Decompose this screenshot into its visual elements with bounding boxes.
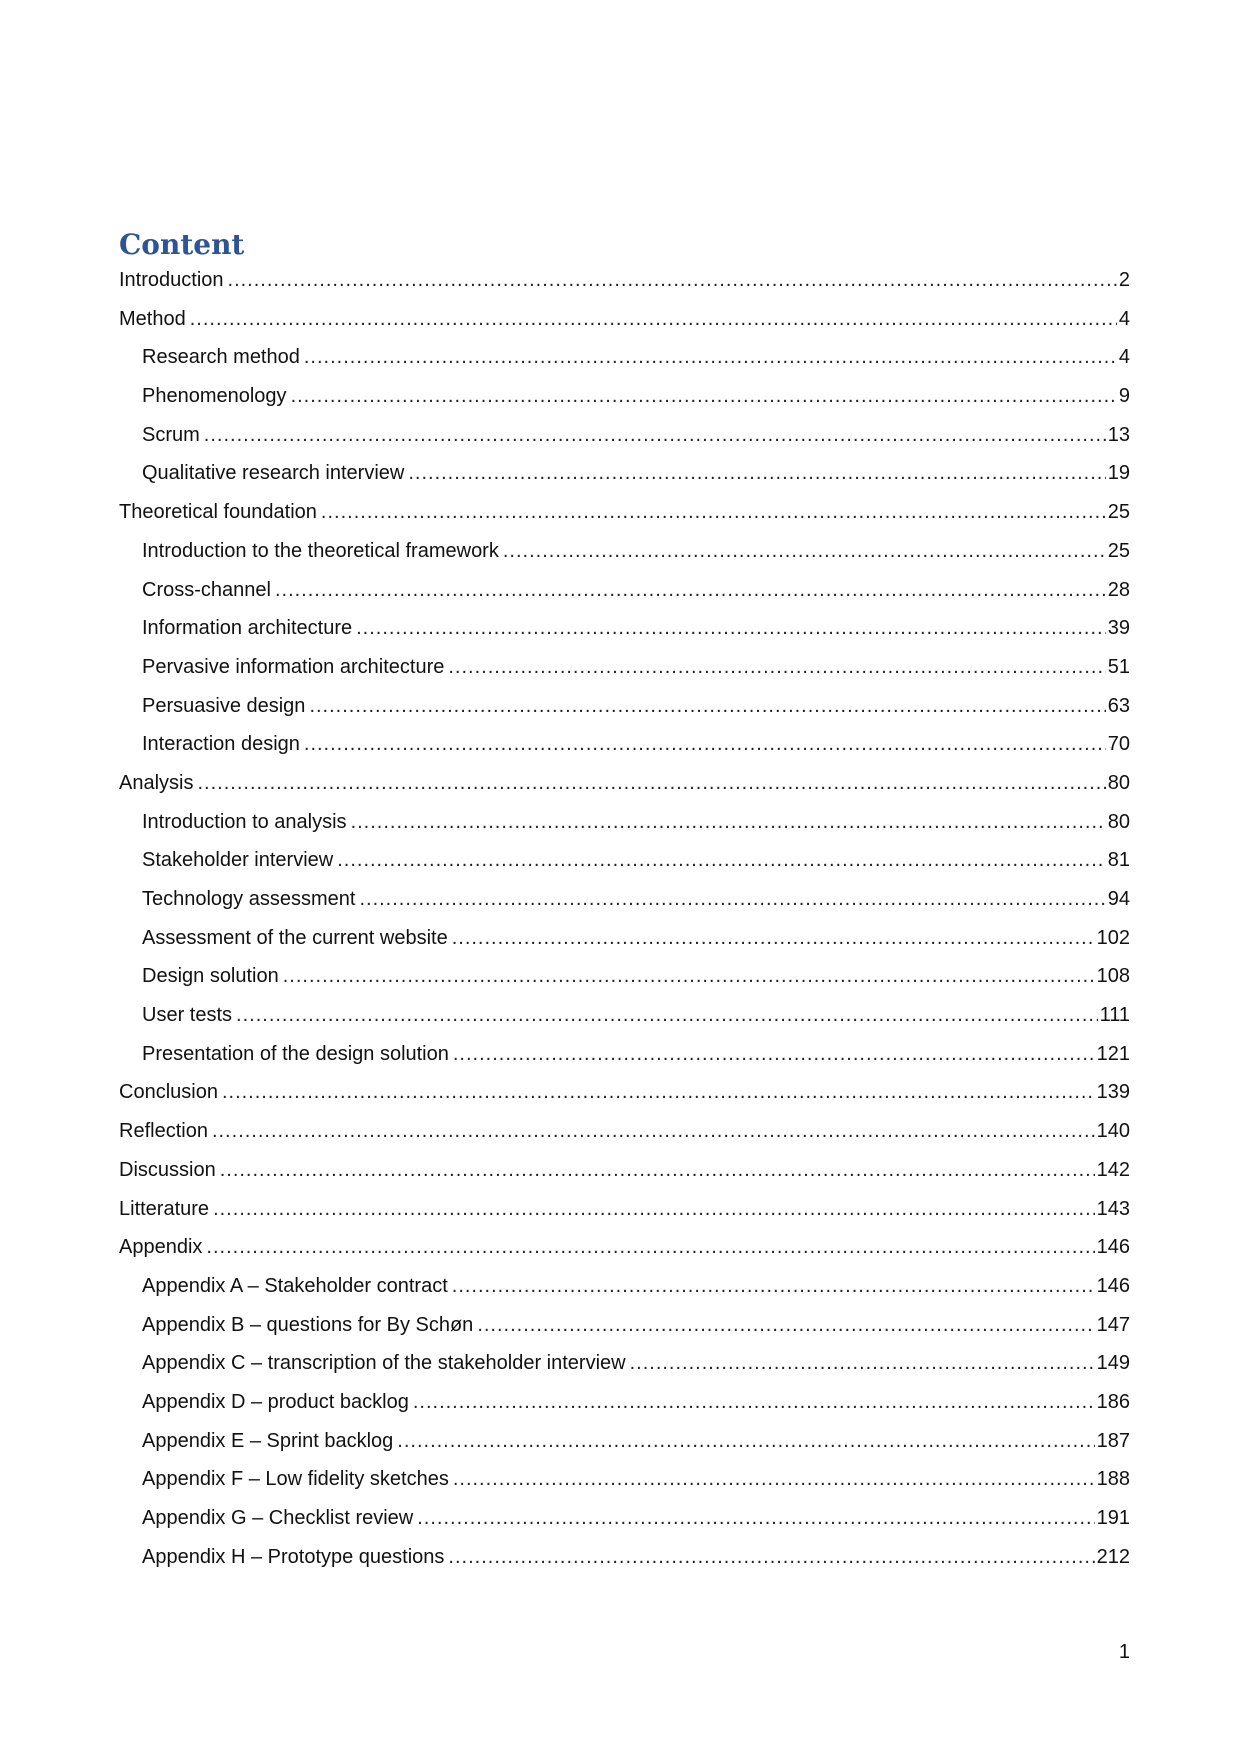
toc-entry-page-number: 187 <box>1096 1429 1130 1452</box>
toc-dot-leader <box>283 957 1095 996</box>
toc-entry[interactable] <box>119 687 1130 726</box>
toc-dot-leader <box>413 1383 1095 1422</box>
toc-entry[interactable] <box>119 1460 1130 1499</box>
page-number: 1 <box>1118 1641 1130 1663</box>
toc-entry[interactable] <box>119 532 1130 571</box>
toc-entry[interactable] <box>119 454 1130 493</box>
toc-entry-title: Presentation of the design solution <box>142 1042 449 1065</box>
toc-entry-page-number: 108 <box>1096 965 1130 988</box>
toc-entry-page-number: 146 <box>1096 1274 1130 1297</box>
toc-entry-title: Stakeholder interview <box>142 849 334 872</box>
toc-entry-title: Appendix G – Checklist review <box>142 1507 414 1529</box>
toc-entry-title: Theoretical foundation <box>119 501 317 524</box>
toc-entry[interactable] <box>119 1112 1130 1151</box>
toc-dot-leader <box>236 996 1098 1035</box>
toc-entry-page-number: 146 <box>1096 1236 1130 1259</box>
toc-entry[interactable] <box>119 764 1130 803</box>
toc-dot-leader <box>630 1344 1095 1383</box>
toc-entry-title: Method <box>119 307 186 330</box>
toc-entry-page-number: 63 <box>1107 694 1130 717</box>
table-of-contents <box>119 261 1130 1576</box>
toc-entry-title: Conclusion <box>119 1081 218 1104</box>
toc-dot-leader <box>304 338 1117 377</box>
toc-entry[interactable] <box>119 803 1130 842</box>
toc-entry[interactable] <box>119 880 1130 919</box>
toc-entry-title: Appendix A – Stakeholder contract <box>142 1274 448 1297</box>
toc-entry-title: Interaction design <box>142 733 300 756</box>
toc-entry-page-number: 143 <box>1096 1197 1130 1220</box>
toc-dot-leader <box>204 416 1106 455</box>
toc-dot-leader <box>291 377 1117 416</box>
toc-dot-leader <box>453 1035 1095 1074</box>
toc-entry-title: Reflection <box>119 1120 208 1143</box>
toc-heading: Content <box>119 228 245 261</box>
toc-entry[interactable] <box>119 725 1130 764</box>
toc-dot-leader <box>309 687 1105 726</box>
toc-entry-page-number: 9 <box>1118 385 1130 408</box>
toc-entry[interactable] <box>119 1306 1130 1345</box>
toc-entry[interactable] <box>119 1344 1130 1383</box>
toc-entry-title: Introduction <box>119 269 224 291</box>
toc-entry[interactable] <box>119 1190 1130 1229</box>
toc-dot-leader <box>197 764 1105 803</box>
toc-dot-leader <box>222 1073 1095 1112</box>
toc-entry-title: Appendix F – Low fidelity sketches <box>142 1468 449 1491</box>
toc-entry-title: Assessment of the current website <box>142 926 448 949</box>
toc-entry-title: Analysis <box>119 771 194 794</box>
toc-entry[interactable] <box>119 1499 1130 1538</box>
toc-dot-leader <box>206 1228 1094 1267</box>
toc-entry[interactable] <box>119 996 1130 1035</box>
toc-entry-page-number: 81 <box>1107 849 1130 872</box>
toc-entry-page-number: 39 <box>1107 617 1130 640</box>
toc-dot-leader <box>448 1538 1094 1577</box>
toc-dot-leader <box>452 1267 1095 1306</box>
toc-entry[interactable] <box>119 648 1130 687</box>
toc-dot-leader <box>190 300 1117 339</box>
toc-entry[interactable] <box>119 1538 1130 1577</box>
toc-entry-title: Introduction to analysis <box>142 810 347 833</box>
toc-entry-title: Appendix D – product backlog <box>142 1390 409 1413</box>
toc-entry-title: Research method <box>142 346 300 369</box>
toc-entry-page-number: 25 <box>1107 501 1130 524</box>
toc-entry-page-number: 188 <box>1096 1468 1130 1491</box>
toc-entry-page-number: 140 <box>1096 1120 1130 1143</box>
toc-dot-leader <box>351 803 1106 842</box>
toc-entry-page-number: 212 <box>1096 1545 1130 1568</box>
toc-entry-page-number: 147 <box>1096 1313 1130 1336</box>
toc-entry-page-number: 94 <box>1107 888 1130 910</box>
toc-entry[interactable] <box>119 1383 1130 1422</box>
toc-entry[interactable] <box>119 493 1130 532</box>
toc-entry-page-number: 186 <box>1096 1390 1130 1413</box>
toc-dot-leader <box>304 725 1106 764</box>
toc-entry[interactable] <box>119 1267 1130 1306</box>
toc-entry[interactable] <box>119 261 1130 300</box>
toc-entry[interactable] <box>119 1422 1130 1461</box>
toc-dot-leader <box>356 609 1106 648</box>
toc-entry-title: Qualitative research interview <box>142 462 405 485</box>
toc-entry-page-number: 4 <box>1118 346 1130 369</box>
toc-entry-page-number: 111 <box>1099 1004 1130 1027</box>
toc-entry-page-number: 4 <box>1118 307 1130 330</box>
toc-dot-leader <box>275 571 1106 610</box>
toc-entry-title: Cross-channel <box>142 578 271 601</box>
toc-dot-leader <box>228 261 1117 300</box>
toc-entry-title: Appendix H – Prototype questions <box>142 1545 445 1568</box>
toc-entry-title: Appendix <box>119 1236 203 1259</box>
toc-entry[interactable] <box>119 377 1130 416</box>
toc-dot-leader <box>359 880 1105 919</box>
toc-entry-title: Pervasive information architecture <box>142 655 445 678</box>
toc-entry-page-number: 25 <box>1107 539 1130 562</box>
toc-dot-leader <box>452 919 1095 958</box>
toc-entry-page-number: 142 <box>1096 1158 1130 1181</box>
toc-entry-page-number: 2 <box>1118 269 1130 291</box>
toc-entry-page-number: 139 <box>1096 1081 1130 1104</box>
toc-dot-leader <box>417 1499 1094 1538</box>
toc-entry-title: User tests <box>142 1004 233 1027</box>
toc-entry-page-number: 121 <box>1096 1042 1130 1065</box>
toc-entry-page-number: 80 <box>1107 810 1130 833</box>
toc-dot-leader <box>212 1112 1095 1151</box>
toc-entry[interactable] <box>119 416 1130 455</box>
toc-entry-page-number: 51 <box>1107 655 1130 678</box>
toc-entry-title: Phenomenology <box>142 385 287 408</box>
toc-entry[interactable] <box>119 1228 1130 1267</box>
toc-dot-leader <box>321 493 1106 532</box>
toc-dot-leader <box>408 454 1105 493</box>
toc-entry-title: Appendix B – questions for By Schøn <box>142 1313 474 1336</box>
toc-entry-title: Introduction to the theoretical framework <box>142 539 499 562</box>
toc-entry[interactable] <box>119 957 1130 996</box>
toc-entry-page-number: 13 <box>1107 423 1130 446</box>
toc-entry-page-number: 80 <box>1107 771 1130 794</box>
toc-dot-leader <box>448 648 1105 687</box>
toc-entry[interactable] <box>119 300 1130 339</box>
toc-entry-page-number: 191 <box>1096 1507 1130 1529</box>
toc-entry-title: Design solution <box>142 965 279 988</box>
toc-dot-leader <box>337 841 1106 880</box>
toc-entry[interactable] <box>119 609 1130 648</box>
toc-dot-leader <box>503 532 1106 571</box>
toc-dot-leader <box>213 1190 1095 1229</box>
toc-entry[interactable] <box>119 1073 1130 1112</box>
toc-entry[interactable] <box>119 841 1130 880</box>
toc-entry[interactable] <box>119 338 1130 377</box>
toc-entry-title: Discussion <box>119 1158 216 1181</box>
toc-entry-page-number: 19 <box>1107 462 1130 485</box>
toc-dot-leader <box>220 1151 1095 1190</box>
toc-dot-leader <box>453 1460 1095 1499</box>
toc-entry[interactable] <box>119 1151 1130 1190</box>
toc-dot-leader <box>477 1306 1094 1345</box>
toc-entry-page-number: 70 <box>1107 733 1130 756</box>
toc-entry-title: Persuasive design <box>142 694 306 717</box>
toc-entry-title: Technology assessment <box>142 888 356 910</box>
toc-dot-leader <box>397 1422 1094 1461</box>
toc-entry-title: Information architecture <box>142 617 353 640</box>
toc-entry-title: Appendix C – transcription of the stakeholder interview <box>142 1352 626 1375</box>
toc-entry-page-number: 28 <box>1107 578 1130 601</box>
toc-entry[interactable] <box>119 571 1130 610</box>
toc-entry-title: Litterature <box>119 1197 210 1220</box>
toc-entry[interactable] <box>119 1035 1130 1074</box>
toc-entry[interactable] <box>119 919 1130 958</box>
toc-entry-page-number: 149 <box>1096 1352 1130 1375</box>
toc-entry-title: Scrum <box>142 423 200 446</box>
toc-entry-page-number: 102 <box>1096 926 1130 949</box>
toc-entry-title: Appendix E – Sprint backlog <box>142 1429 394 1452</box>
